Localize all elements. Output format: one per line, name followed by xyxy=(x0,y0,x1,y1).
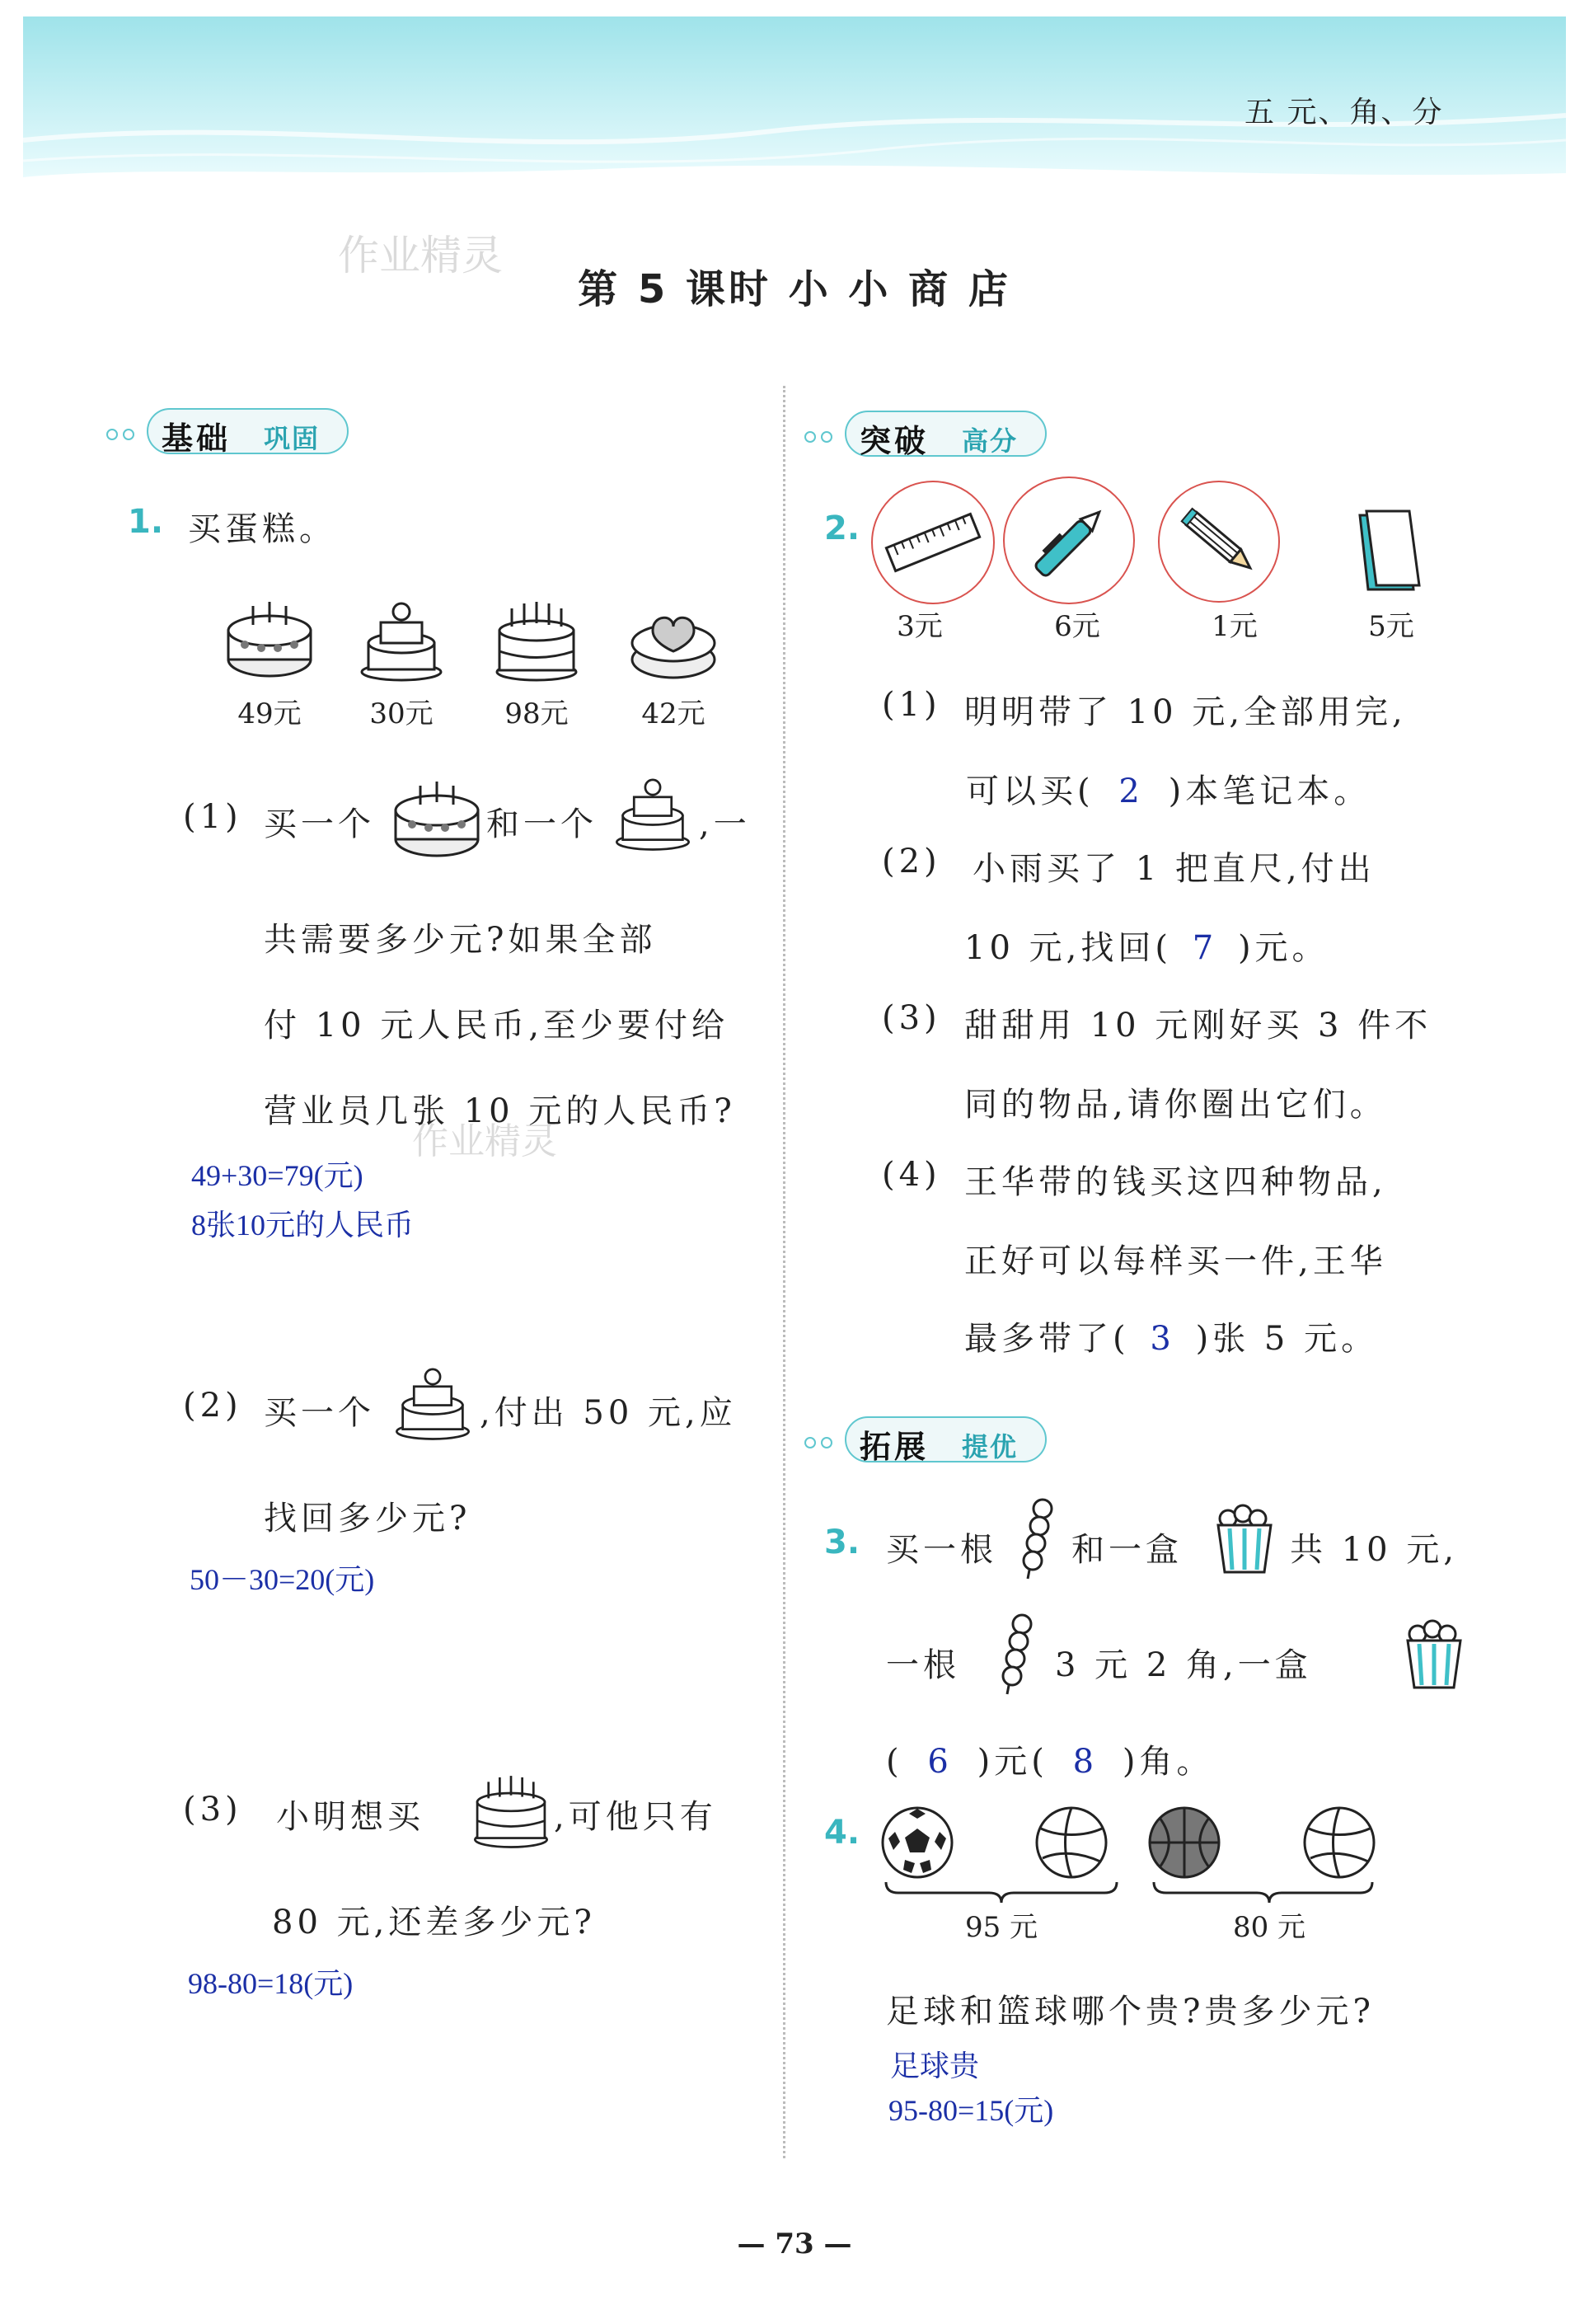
q1-sub1-line1a: 买一个 xyxy=(264,805,375,843)
q2-sub4-line2: 正好可以每样买一件,王华 xyxy=(964,1242,1387,1280)
popcorn-box-icon xyxy=(1212,1502,1277,1576)
section-breakthrough-part1: 突破 xyxy=(860,423,930,459)
q2-sub1-line1: 明明带了 10 元,全部用完, xyxy=(964,693,1407,731)
q3-line1b: 和一盒 xyxy=(1071,1531,1183,1569)
q2-sub1-answer: 2 xyxy=(1118,772,1144,810)
section-extension-part2: 提优 xyxy=(962,1431,1019,1462)
q2-sub2-answer: 7 xyxy=(1192,929,1218,967)
q2-sub1-line2: 可以买( 2 )本笔记本。 xyxy=(966,772,1371,810)
candied-fruit-stick-icon xyxy=(989,1612,1038,1702)
q1-sub2-line1b: ,付出 50 元,应 xyxy=(480,1394,737,1432)
cake-price-3: 98元 xyxy=(504,697,569,730)
item-price-4: 5元 xyxy=(1368,610,1414,643)
q3-line2b: 3 元 2 角,一盒 xyxy=(1055,1646,1312,1684)
dots-icon xyxy=(105,426,147,443)
cake-98-icon xyxy=(470,1768,552,1851)
q2-sub4-line1: 王华带的钱买这四种物品, xyxy=(964,1163,1387,1201)
q1-sub3-label: (3) xyxy=(183,1791,242,1829)
q1-sub3-line2: 80 元,还差多少元? xyxy=(272,1904,596,1941)
pen-icon xyxy=(1019,493,1118,592)
cake-49-icon xyxy=(391,773,482,864)
pencil-icon xyxy=(1170,493,1269,592)
q1-sub1-label: (1) xyxy=(183,798,242,836)
basketball-icon xyxy=(1147,1805,1221,1880)
page-number: — 73 — xyxy=(737,2228,852,2261)
football-icon xyxy=(880,1805,954,1880)
section-extension xyxy=(804,1416,1051,1466)
q4-price-1: 95 元 xyxy=(964,1911,1038,1944)
ruler-icon xyxy=(884,501,982,584)
q4-answer1: 足球贵 xyxy=(890,2049,980,2082)
q1-sub1-answer1: 49+30=79(元) xyxy=(191,1159,363,1192)
q1-sub2-line2: 找回多少元? xyxy=(264,1500,471,1538)
section-basic-part1: 基础 xyxy=(162,420,232,457)
q3-line2a: 一根 xyxy=(886,1646,960,1684)
cake-price-4: 42元 xyxy=(641,697,705,730)
item-price-3: 1元 xyxy=(1212,610,1258,643)
q2-sub2-line2: 10 元,找回( 7 )元。 xyxy=(964,929,1329,967)
q3-answer-yuan: 6 xyxy=(927,1743,953,1781)
page-title: 第 5 课时 小 小 商 店 xyxy=(578,266,1011,312)
watermark: 作业精灵 xyxy=(412,1120,557,1162)
q1-sub3-line1a: 小明想买 xyxy=(276,1798,424,1836)
column-divider xyxy=(783,386,785,2158)
q1-sub1-line2: 共需要多少元?如果全部 xyxy=(264,921,657,959)
volleyball-icon xyxy=(1302,1805,1376,1880)
q2-sub4-line3: 最多带了( 3 )张 5 元。 xyxy=(964,1320,1379,1358)
q1-number: 1. xyxy=(128,503,164,541)
q2-sub4-label: (4) xyxy=(882,1156,941,1194)
popcorn-box-icon xyxy=(1401,1617,1467,1692)
q2-sub3-line1: 甜甜用 10 元刚好买 3 件不 xyxy=(964,1007,1432,1045)
volleyball-icon xyxy=(1034,1805,1109,1880)
section-extension-part1: 拓展 xyxy=(860,1429,930,1465)
section-breakthrough-part2: 高分 xyxy=(962,425,1019,457)
cake-42-icon xyxy=(628,594,719,684)
cake-30-icon xyxy=(612,771,694,853)
dots-icon xyxy=(804,429,845,445)
cake-price-1: 49元 xyxy=(237,697,302,730)
q2-sub1-label: (1) xyxy=(882,686,941,724)
q1-sub1-answer2: 8张10元的人民币 xyxy=(191,1209,415,1242)
q2-sub3-line2: 同的物品,请你圈出它们。 xyxy=(964,1086,1387,1124)
watermark: 作业精灵 xyxy=(338,232,503,279)
q1-sub1-line1b: 和一个 xyxy=(486,805,598,843)
item-price-1: 3元 xyxy=(897,610,943,643)
q3-number: 3. xyxy=(824,1524,860,1561)
q4-number: 4. xyxy=(824,1814,860,1852)
section-basic-part2: 巩固 xyxy=(264,423,321,454)
q1-sub2-answer: 50－30=20(元) xyxy=(190,1563,375,1596)
q1-sub3-answer: 98-80=18(元) xyxy=(188,1967,354,2000)
q1-sub1-line4: 营业员几张 10 元的人民币? xyxy=(264,1092,736,1130)
q2-sub2-label: (2) xyxy=(882,843,941,880)
q3-answer-jiao: 8 xyxy=(1072,1743,1099,1781)
cake-49-icon xyxy=(224,594,315,684)
cake-price-2: 30元 xyxy=(369,697,434,730)
q2-sub3-label: (3) xyxy=(882,999,941,1037)
section-breakthrough xyxy=(804,411,1051,460)
candied-fruit-stick-icon xyxy=(1010,1496,1059,1587)
q1-stem: 买蛋糕。 xyxy=(188,510,336,548)
chapter-label: 五 元、角、分 xyxy=(1244,96,1444,129)
q1-sub1-line3: 付 10 元人民币,至少要付给 xyxy=(264,1007,729,1045)
q1-sub2-label: (2) xyxy=(183,1387,242,1425)
q1-sub3-line1b: ,可他只有 xyxy=(554,1798,717,1836)
q4-price-2: 80 元 xyxy=(1232,1911,1306,1944)
item-price-2: 6元 xyxy=(1054,610,1100,643)
q4-answer2: 95-80=15(元) xyxy=(888,2094,1054,2127)
q2-sub2-line1: 小雨买了 1 把直尺,付出 xyxy=(973,850,1376,888)
q3-line1a: 买一根 xyxy=(886,1531,997,1569)
q2-number: 2. xyxy=(824,509,860,547)
notebook-icon xyxy=(1343,507,1426,598)
cake-98-icon xyxy=(491,594,582,684)
cake-30-icon xyxy=(391,1360,474,1443)
q1-sub2-line1a: 买一个 xyxy=(264,1394,375,1432)
q4-question: 足球和篮球哪个贵?贵多少元? xyxy=(886,1993,1375,2031)
section-basic xyxy=(105,408,353,458)
q3-line3: ( 6 )元( 8 )角。 xyxy=(886,1743,1214,1781)
q3-line1c: 共 10 元, xyxy=(1290,1531,1459,1569)
q1-sub1-line1c: ,一 xyxy=(699,805,751,843)
q2-sub4-answer: 3 xyxy=(1150,1320,1175,1358)
cake-30-icon xyxy=(356,594,447,684)
dots-icon xyxy=(804,1434,845,1451)
